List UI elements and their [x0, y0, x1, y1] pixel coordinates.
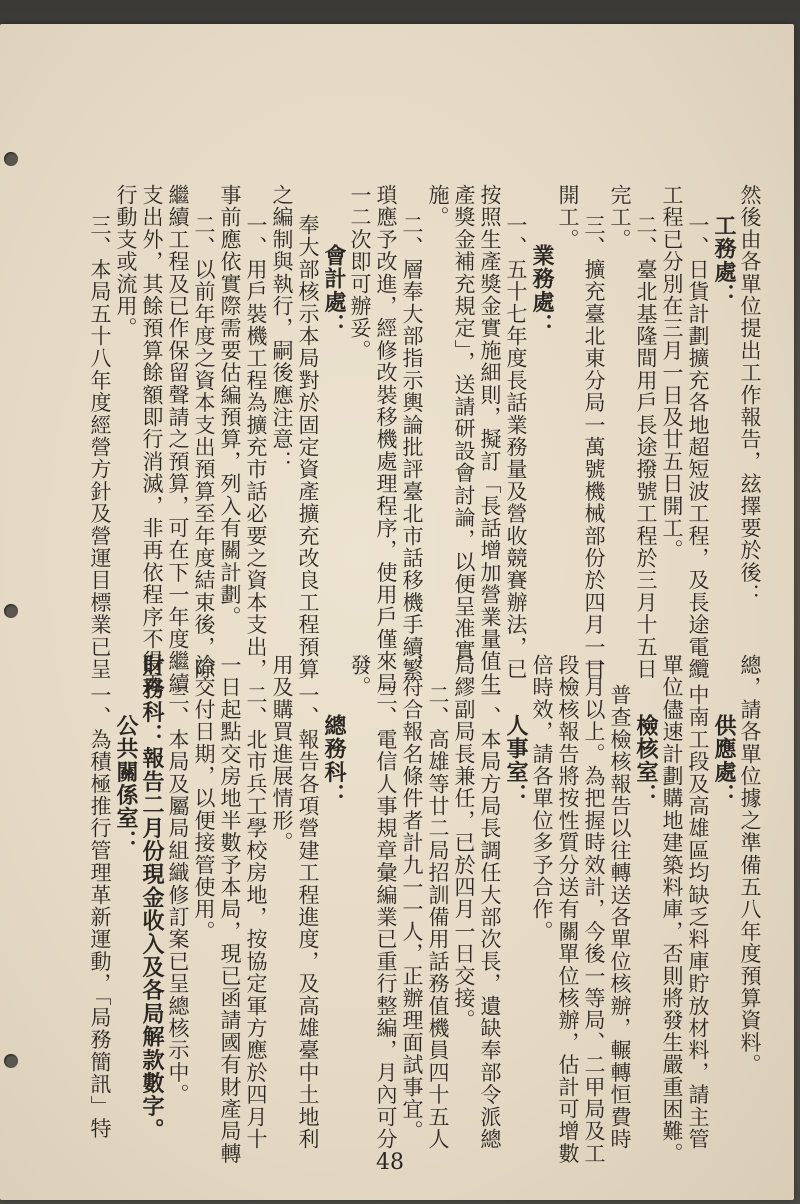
section-heading-inspection: 檢核室： [633, 714, 659, 807]
section-heading-accounting: 會計處： [321, 244, 347, 337]
text-line: 奉大部核示本局對於固定資產擴充改良工程預算 [296, 214, 320, 681]
top-text-section [60, 184, 762, 695]
section-heading-personnel: 人事室： [503, 714, 529, 807]
text-line: 一、報告各項營建工程進度，及高雄臺中土地利 [296, 684, 320, 1151]
text-line: 二、高雄等廿二局招訓備用話務值機員四十五人 [426, 684, 450, 1151]
text-line: 段檢核報告將按性質分送有關單位核辦，估計可增數 [556, 654, 580, 1165]
text-line: 瑣應予改進，經修改裝移機處理程序，使用戶僅來局 [374, 184, 398, 695]
section-heading-general-affairs: 總務科： [321, 714, 347, 807]
binder-hole [4, 604, 18, 618]
text-line: 一、五十七年度長話業務量及營收競賽辦法，已 [504, 214, 528, 681]
section-heading-public-relations: 公共關係室： [113, 714, 139, 854]
text-line: 三、電信人事規章彙編業已重行整編，月內可分 [374, 684, 398, 1151]
section-heading-finance: 財務科：報告二月份現金收入及各局解款數字。 [139, 654, 165, 1142]
text-line: 中南工段及高雄區均缺乏料庫貯放材料，請主管 [686, 684, 710, 1151]
document-page [0, 24, 794, 1200]
text-line: 之編制與執行，嗣後應注意： [270, 184, 294, 473]
text-line: 二、臺北基隆間用戶長途撥號工程於三月十五日 [634, 214, 658, 681]
text-line: 三、本局及屬局組織修訂案已呈總核示中。 [166, 684, 190, 1106]
text-line: 倍時效，請各單位多予合作。 [530, 654, 554, 943]
text-line: 用及購買進展情形。 [270, 654, 294, 854]
text-line: 三、本局五十八年度經營方針及營運目標業已呈 [88, 214, 112, 681]
text-line: 產獎金補充規定」，送請研設會討論，以便呈准實 [452, 184, 476, 662]
page-number: 48 [376, 1150, 404, 1175]
text-line: 一、本局方局長調任大部次長，遺缺奉部令派總 [478, 684, 502, 1151]
binder-hole [4, 1054, 18, 1068]
text-line: 完工。 [608, 184, 632, 251]
binder-hole [4, 152, 18, 166]
text-line: 然後由各單位提出工作報告，玆擇要於後： [738, 184, 762, 606]
text-line: 局繆副局長兼任，已於四月一日交接。 [452, 654, 476, 1032]
text-line: 三、擴充臺北東分局一萬號機械部份於四月一日 [582, 214, 606, 681]
section-heading-supply: 供應處： [711, 714, 737, 807]
text-line: 繼續工程及已作保留聲請之預算，可在下一年度繼續 [166, 184, 190, 695]
text-line: 普查檢核報告以往轉送各單位核辦，輾轉恒費時 [608, 684, 632, 1151]
text-line: 一月以上。為把握時效計，今後一等局、二甲局及工 [582, 654, 606, 1165]
text-line: 按照生產獎金實施細則，擬訂「長話增加營業量值生 [478, 184, 502, 695]
text-line: 支出外，其餘預算餘額即行消滅，非再依程序不得再 [140, 184, 164, 695]
text-line: 開工。 [556, 184, 580, 251]
text-line: 二、層奉大部指示輿論批評臺北市話移機手續繁 [400, 214, 424, 681]
text-line: ，符合報名條件者計九一一人，正辦理面試事宜。 [400, 654, 424, 1143]
text-line: 一、為積極推行管理革新運動，「局務簡訊」特 [88, 684, 112, 1140]
text-line: 二、以前年度之資本支出預算至年度結束後，除 [192, 214, 216, 681]
text-line: 一二次即可辦妥。 [348, 184, 372, 362]
text-line: 一日起點交房地半數予本局，現已函請國有財產局轉 [218, 654, 242, 1165]
text-line: 施。 [426, 184, 450, 229]
section-heading-business: 業務處： [529, 244, 555, 337]
text-line: 單位儘速計劃購地建築料庫，否則將發生嚴重困難。 [660, 654, 684, 1165]
text-line: 發。 [348, 654, 372, 699]
section-heading-engineering: 工務處： [711, 214, 737, 307]
text-line: 二、北市兵工學校房地，按協定軍方應於四月十 [244, 684, 268, 1151]
text-line: 一、用戶裝機工程為擴充市話必要之資本支出， [244, 214, 268, 681]
text-line: 工程已分別在三月一日及廿五日開工。 [660, 184, 684, 562]
text-line: 行動支或流用。 [114, 184, 138, 340]
text-line: 一、日貨計劃擴充各地超短波工程，及長途電纜 [686, 214, 710, 681]
text-line: 洽交付日期，以便接管使用。 [192, 654, 216, 943]
text-line: 總，請各單位據之準備五八年度預算資料。 [738, 654, 762, 1076]
text-line: 事前應依實際需要估編預算，列入有關計劃。 [218, 184, 242, 628]
